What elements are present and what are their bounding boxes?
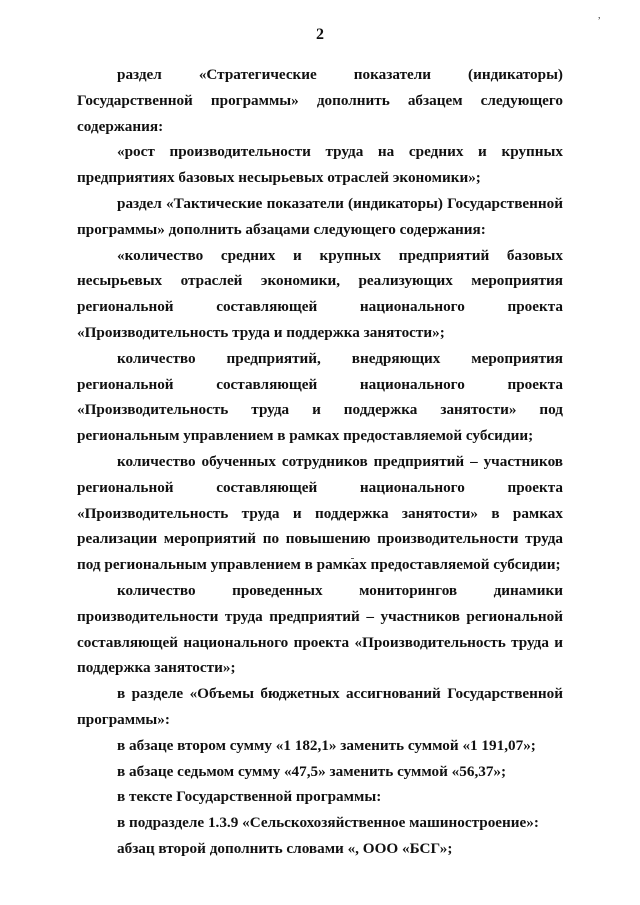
paragraph: раздел «Тактические показатели (индикаторы) Государственной программы» дополнить абзацами следующего содержания:	[77, 194, 563, 238]
paragraph: в абзаце седьмом сумму «47,5» заменить суммой «56,37»;	[117, 762, 507, 780]
paragraph: количество предприятий, внедряющих мероприятия региональной составляющей национального проекта «Производительность труда и поддержка занятости» под региональным управлением в рамках предоставляемой субсидии;	[77, 349, 563, 445]
paragraph: «рост производительности труда на средних и крупных предприятиях базовых несырьевых отраслей экономики»;	[77, 143, 563, 187]
paragraph: в тексте Государственной программы:	[117, 788, 382, 806]
page-number: 2	[316, 26, 324, 43]
paragraph: количество обученных сотрудников предприятий – участников региональной составляющей национального проекта «Производительность труда и поддержка занятости» в рамках реализации мероприятий по повышению производительности труда под региональным управлением в рамках предоставляемой субсидии;	[77, 452, 563, 574]
scan-mark: ,	[598, 10, 601, 21]
paragraph: раздел «Стратегические показатели (индикаторы) Государственной программы» дополнить абзацем следующего содержания:	[77, 66, 563, 135]
paragraph: в абзаце втором сумму «1 182,1» заменить суммой «1 191,07»;	[117, 736, 536, 754]
paragraph: в разделе «Объемы бюджетных ассигнований Государственной программы»:	[77, 685, 563, 728]
paragraph: количество проведенных мониторингов динамики производительности труда предприятий – участников региональной составляющей национального проекта «Производительность труда и поддержка занятости»;	[77, 581, 563, 677]
paragraph: в подразделе 1.3.9 «Сельскохозяйственное машиностроение»:	[117, 814, 539, 832]
document-body	[77, 62, 563, 862]
paragraph: абзац второй дополнить словами «, ООО «БСГ»;	[117, 839, 453, 857]
paragraph: «количество средних и крупных предприятий базовых несырьевых отраслей экономики, реализующих мероприятия региональной составляющей национального проекта «Производительность труда и поддержка занятости»;	[77, 246, 563, 341]
